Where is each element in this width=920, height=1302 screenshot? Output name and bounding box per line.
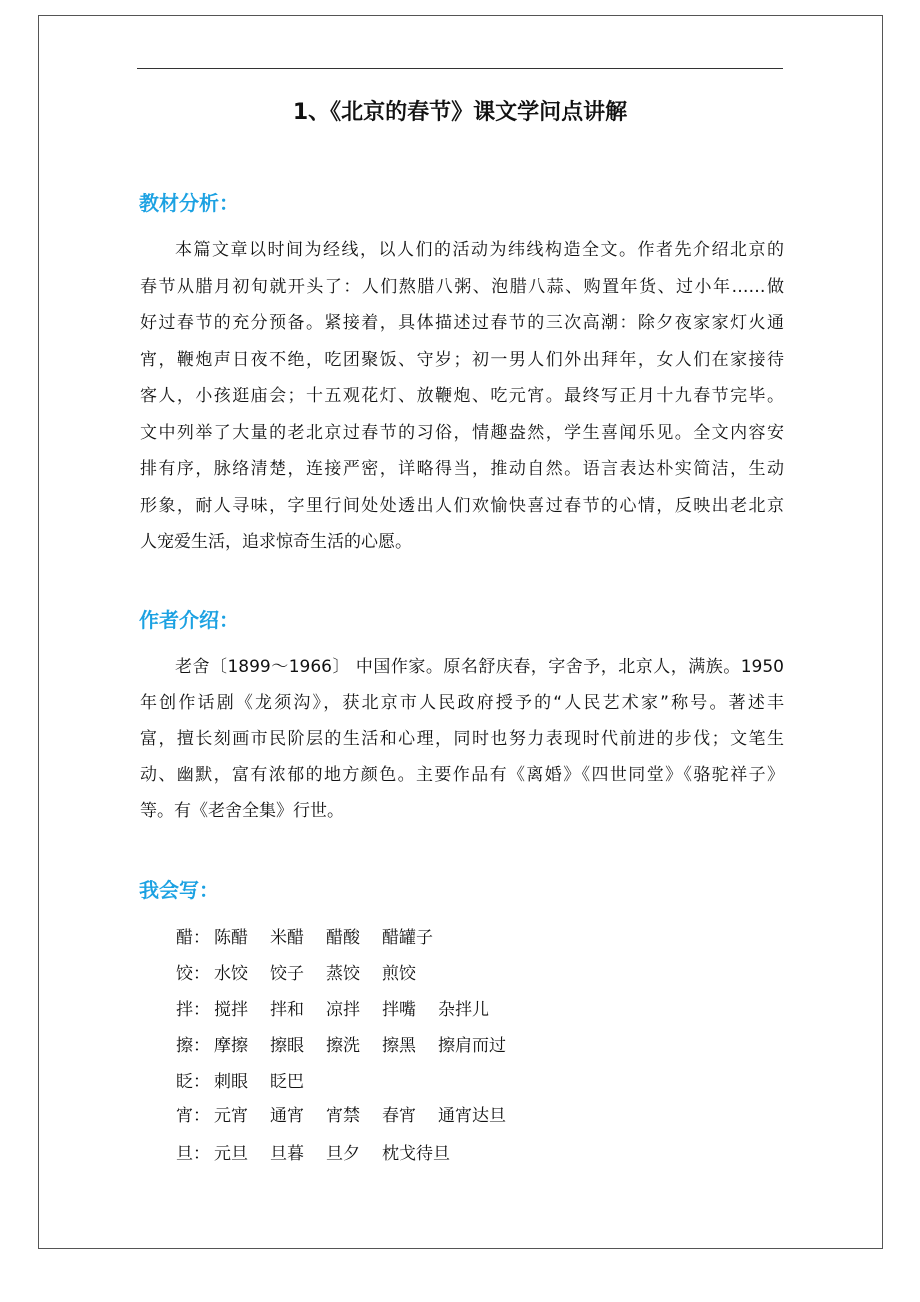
word-item: 煎饺 [382,964,416,984]
heading-writing: 我会写： [139,878,219,902]
word-row-char: 拌： [176,1000,210,1020]
paragraph-line: 形象，耐人寻味，字里行间处处透出人们欢愉快喜过春节的心情，反映出老北京 [140,495,784,516]
word-row-char: 饺： [176,964,210,984]
word-row-char: 擦： [176,1036,210,1056]
word-row-char: 醋： [176,928,210,948]
paragraph-line: 好过春节的充分预备。紧接着，具体描述过春节的三次高潮：除夕夜家家灯火通 [140,313,784,333]
word-item: 搅拌 [214,1000,248,1020]
paragraph-line: 老舍〔1899～1966〕 中国作家。原名舒庆春，字舍予，北京人，满族。1950 [175,657,784,677]
word-item: 擦黑 [382,1036,416,1056]
word-item: 通宵 [270,1106,304,1126]
word-item: 刺眼 [214,1072,248,1092]
paragraph-line: 人宠爱生活，追求惊奇生活的心愿。 [140,532,412,552]
word-item: 拌嘴 [382,1000,416,1020]
word-item: 擦肩而过 [438,1036,506,1056]
paragraph-line: 客人，小孩逛庙会；十五观花灯、放鞭炮、吃元宵。最终写正月十九春节完毕。 [140,386,784,406]
word-item: 通宵达旦 [438,1106,506,1126]
paragraph-line: 本篇文章以时间为经线，以人们的活动为纬线构造全文。作者先介绍北京的 [175,240,784,260]
word-item: 醋罐子 [382,928,433,948]
paragraph-line: 动、幽默，富有浓郁的地方颜色。主要作品有《离婚》《四世同堂》《骆驼祥子》 [140,765,784,785]
word-item: 醋酸 [326,928,360,948]
word-item: 水饺 [214,964,248,984]
word-item: 春宵 [382,1106,416,1126]
word-item: 杂拌儿 [438,1000,489,1020]
paragraph-line: 文中列举了大量的老北京过春节的习俗，情趣盎然，学生喜闻乐见。全文内容安 [140,422,784,443]
document-title: 1、《北京的春节》课文学问点讲解 [292,100,628,125]
word-item: 宵禁 [326,1106,360,1126]
paragraph-line: 等。有《老舍全集》行世。 [140,801,344,821]
word-item: 摩擦 [214,1036,248,1056]
word-item: 拌和 [270,1000,304,1020]
word-item: 元旦 [214,1144,248,1164]
word-item: 元宵 [214,1106,248,1126]
word-item: 眨巴 [270,1072,304,1092]
header-rule [137,68,783,69]
word-item: 枕戈待旦 [382,1144,450,1164]
heading-analysis: 教材分析： [139,191,239,215]
word-row-char: 眨： [176,1072,210,1092]
word-row-char: 旦： [176,1144,210,1164]
word-item: 擦眼 [270,1036,304,1056]
word-item: 旦暮 [270,1144,304,1164]
word-item: 旦夕 [326,1144,360,1164]
word-item: 擦洗 [326,1036,360,1056]
paragraph-line: 年创作话剧《龙须沟》，获北京市人民政府授予的“人民艺术家”称号。著述丰 [140,693,784,713]
heading-author: 作者介绍： [139,608,239,632]
word-item: 饺子 [270,964,304,984]
word-row-char: 宵： [176,1106,210,1126]
paragraph-line: 宵，鞭炮声日夜不绝，吃团聚饭、守岁；初一男人们外出拜年，女人们在家接待 [140,349,784,370]
paragraph-line: 富，擅长刻画市民阶层的生活和心理，同时也努力表现时代前进的步伐；文笔生 [140,729,784,749]
word-item: 蒸饺 [326,964,360,984]
word-item: 凉拌 [326,1000,360,1020]
word-item: 陈醋 [214,928,248,948]
paragraph-line: 春节从腊月初旬就开头了：人们熬腊八粥、泡腊八蒜、购置年货、过小年……做 [140,276,784,297]
word-item: 米醋 [270,928,304,948]
paragraph-line: 排有序，脉络清楚，连接严密，详略得当，推动自然。语言表达朴实简洁，生动 [140,459,784,479]
